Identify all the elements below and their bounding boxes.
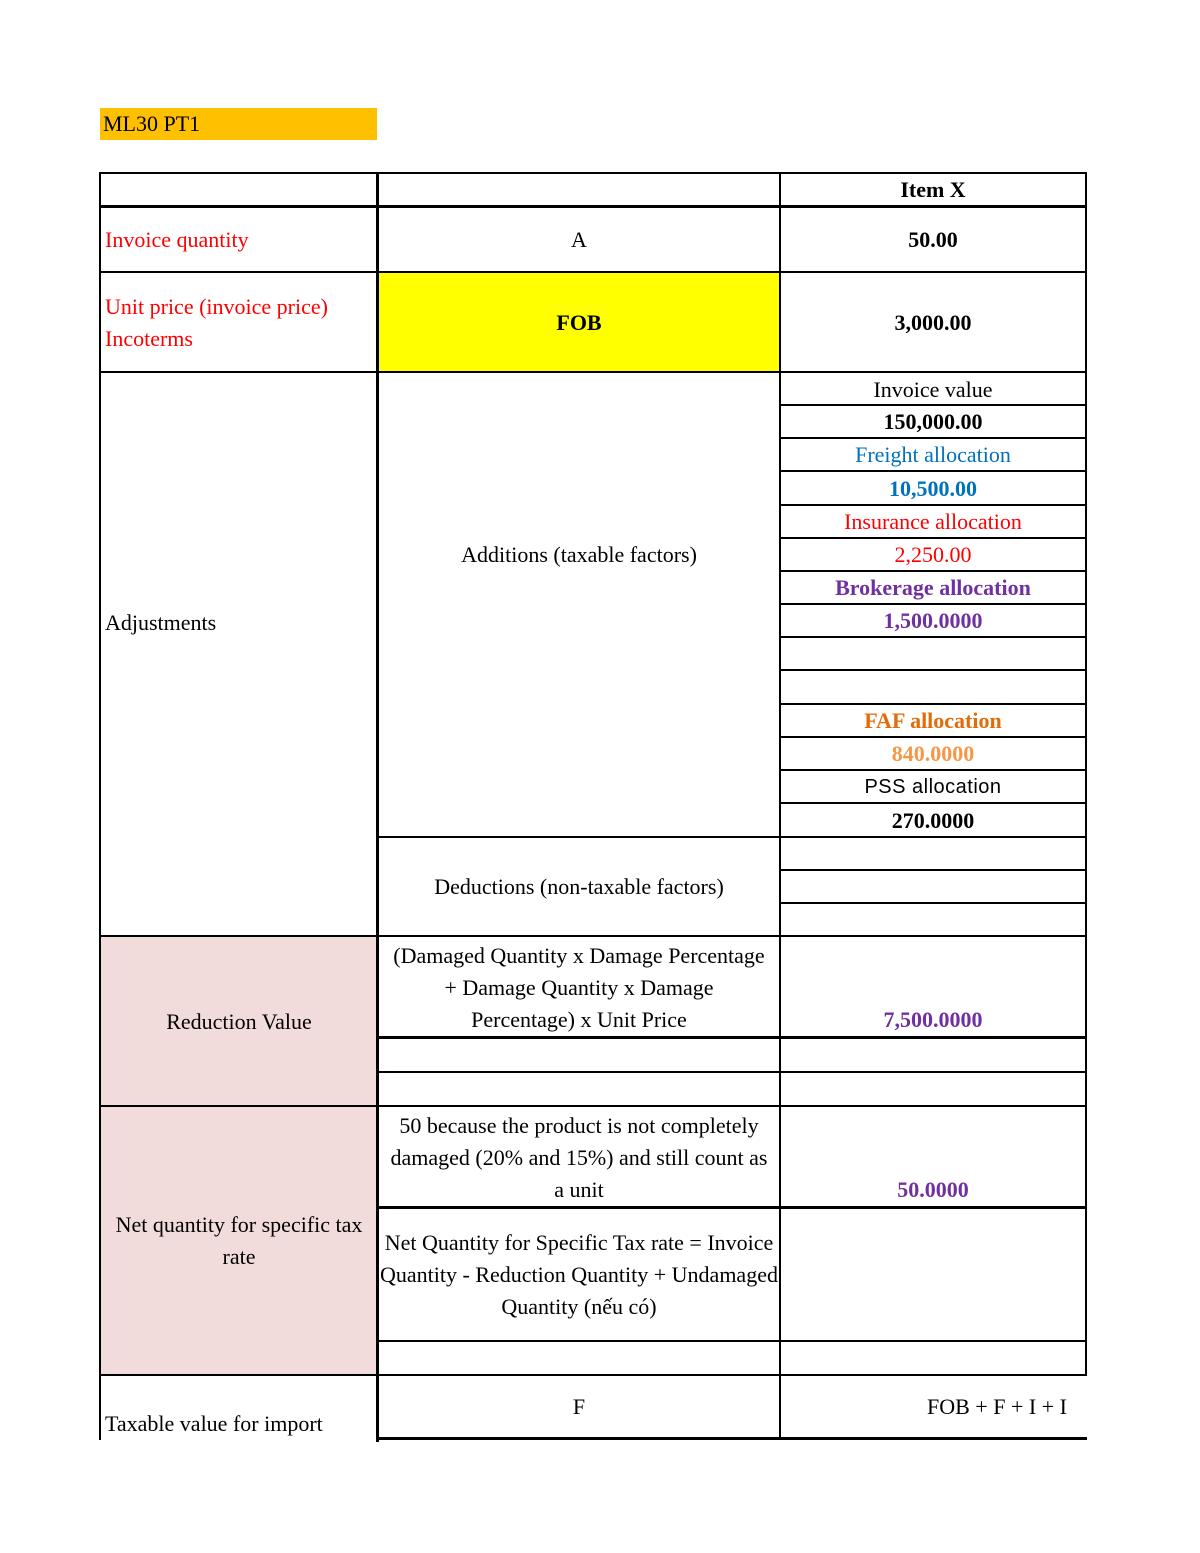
invoice-quantity-label: Invoice quantity [105,226,249,252]
freight-allocation-label: Freight allocation [855,442,1011,467]
deductions-label: Deductions (non-taxable factors) [434,874,724,899]
net-quantity-value: 50.0000 [897,1177,969,1202]
grid-line [779,603,1087,605]
grid-line [779,636,1087,638]
empty-adjustment-cell [781,638,1085,670]
grid-line [779,437,1087,439]
unit-price-label [101,273,377,372]
grid-line [99,172,101,1440]
grid-line [376,1036,1087,1039]
grid-line [376,172,379,1442]
grid-line [779,570,1087,572]
reduction-value-formula: (Damaged Quantity x Damage Percentage + Damage Quantity x Damage Percentage) x Unit Price [393,943,765,1032]
reduction-value-amount: 7,500.0000 [883,1007,983,1032]
faf-allocation-label: FAF allocation [864,708,1002,733]
grid-line [376,1071,1087,1073]
grid-line [779,902,1087,904]
net-quantity-label: Net quantity for specific tax rate [115,1211,363,1269]
grid-line [99,205,1087,208]
grid-line [779,504,1087,506]
invoice-value-amount: 150,000.00 [883,409,983,434]
invoice-value-label: Invoice value [873,376,993,402]
grid-line [779,769,1087,771]
grid-line [99,271,1087,273]
pss-allocation-label: PSS allocation [864,776,1002,798]
net-quantity-note: 50 because the product is not completely damaged (20% and 15%) and still count as a unit [390,1112,768,1202]
incoterms-label: Incoterms [105,325,193,351]
insurance-allocation-label: Insurance allocation [844,509,1022,534]
brokerage-allocation-amount: 1,500.0000 [883,608,983,633]
net-quantity-formula: Net Quantity for Specific Tax rate = Invoice Quantity - Reduction Quantity + Undamaged Quantity (nếu có) [380,1230,778,1319]
grid-line [99,172,1087,174]
faf-allocation-amount: 840.0000 [891,741,975,766]
reduction-value-label: Reduction Value [166,1008,312,1034]
incoterm-fob: FOB [556,309,602,335]
grid-line [779,736,1087,738]
sheet-title: ML30 PT1 [100,108,377,140]
grid-line [99,1374,1087,1376]
grid-line [99,371,1087,373]
freight-allocation-amount: 10,500.00 [889,475,977,501]
grid-line [779,802,1087,804]
grid-line [779,869,1087,871]
unit-price-value: 3,000.00 [894,309,972,335]
grid-line [779,470,1087,472]
invoice-quantity-code: A [571,226,587,252]
pss-allocation-amount: 270.0000 [891,807,975,833]
empty-adjustment-cell [781,671,1085,704]
taxable-value-code: F [572,1394,586,1419]
grid-line [1085,172,1087,1375]
adjustments-label: Adjustments [105,610,217,635]
grid-line [376,1206,1087,1209]
grid-line [779,669,1087,671]
grid-line [376,836,1087,838]
brokerage-allocation-label: Brokerage allocation [835,575,1031,600]
taxable-value-formula: FOB + F + I + I [927,1394,1067,1419]
grid-line [779,537,1087,539]
unit-price-label-line1: Unit price (invoice price) [105,293,328,319]
header-item-x: Item X [900,177,966,202]
grid-line [779,404,1087,406]
grid-line [99,1105,1087,1107]
taxable-value-label: Taxable value for import [105,1411,323,1436]
grid-line [779,703,1087,705]
grid-line [779,172,781,1440]
grid-line [376,1340,1087,1342]
additions-label: Additions (taxable factors) [461,542,697,567]
insurance-allocation-amount: 2,250.00 [894,542,972,567]
invoice-quantity-value: 50.00 [908,226,958,252]
grid-line [99,935,1087,937]
grid-line [376,1437,1087,1440]
